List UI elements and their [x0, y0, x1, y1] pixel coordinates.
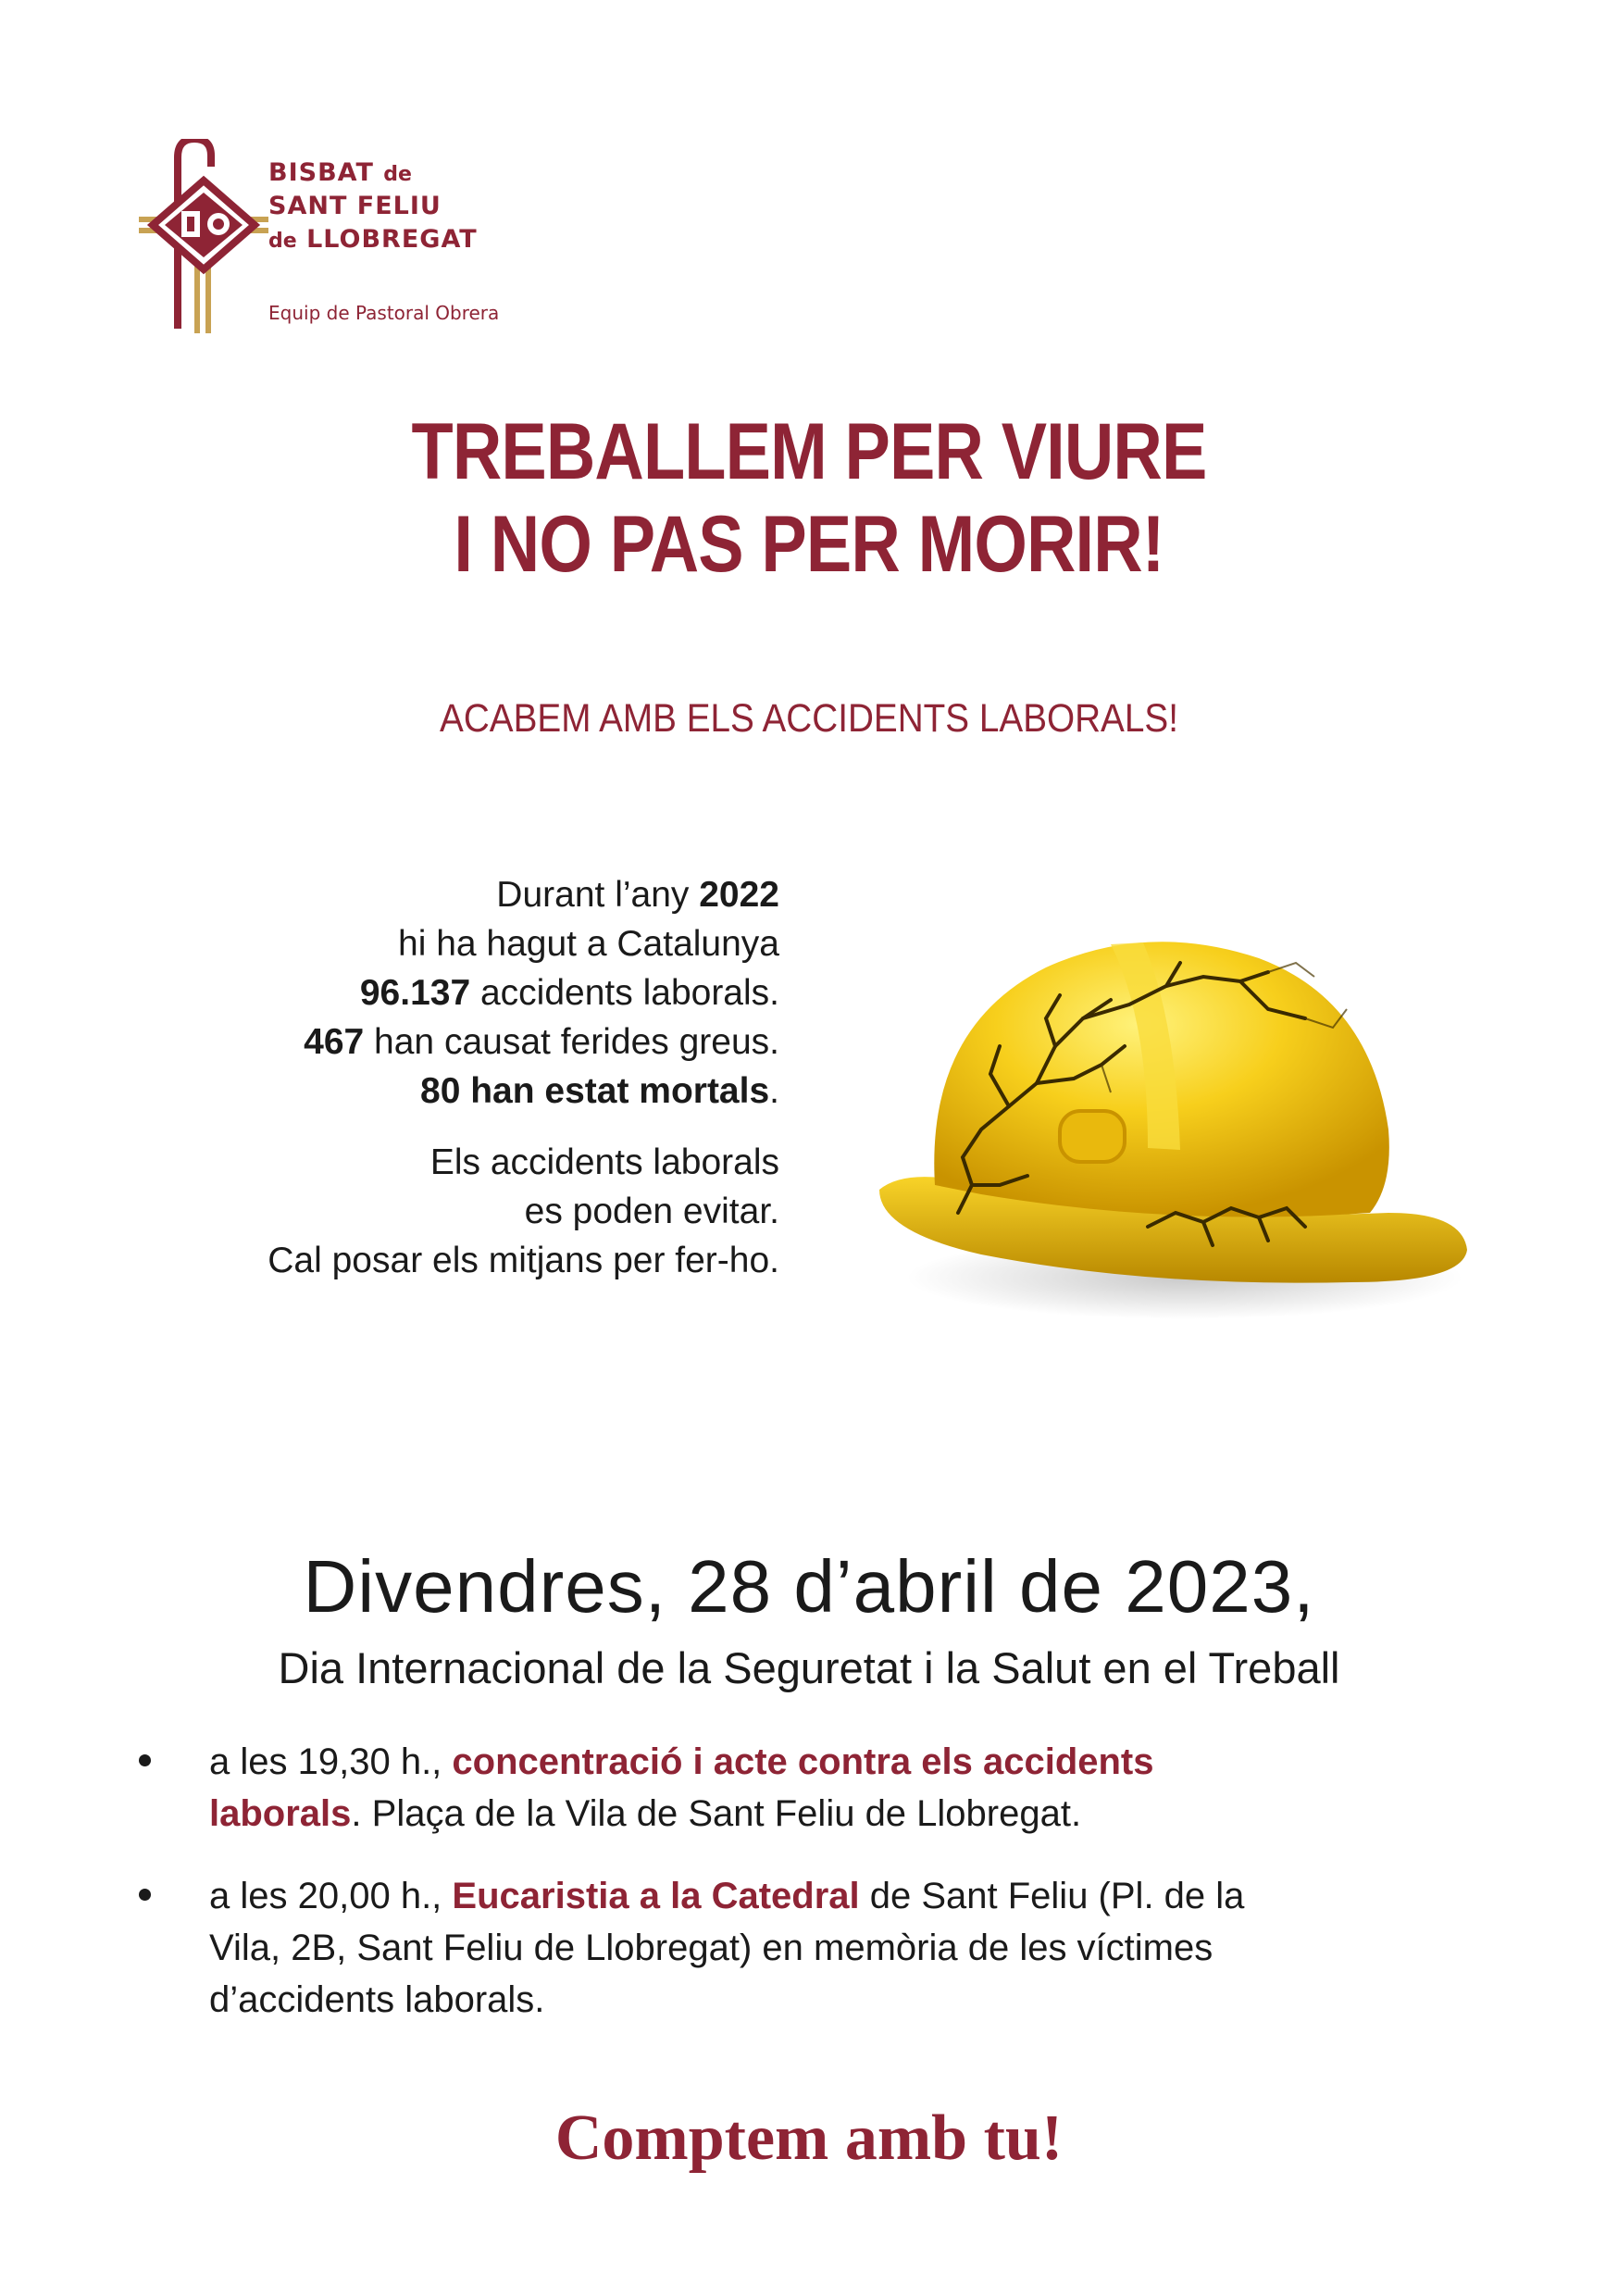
bullet-icon	[139, 1889, 151, 1901]
mass-location-line2: Vila, 2B, Sant Feliu de Llobregat) en memòria de les víctimes	[209, 1928, 1214, 1968]
logo-line1-suffix: de	[383, 163, 412, 186]
closing-call: Comptem amb tu!	[554, 2103, 1064, 2174]
stats-serious-injuries: 467	[304, 1022, 365, 1062]
stats-line5	[111, 1067, 779, 1116]
event-date: Divendres, 28 d’abril de 2023,	[303, 1545, 1315, 1628]
crozier-cross-emblem-icon	[139, 139, 268, 333]
rally-highlight-cont: laborals	[209, 1793, 352, 1834]
diocese-logo	[139, 139, 555, 333]
prevention-line2: es poden evitar.	[524, 1192, 779, 1231]
rally-location: . Plaça de la Vila de Sant Feliu de Llobregat.	[351, 1793, 1082, 1834]
rally-time: a les 19,30 h.,	[209, 1741, 453, 1782]
event-item-mass	[139, 1870, 1435, 2026]
accident-stats	[111, 870, 779, 1285]
headline	[0, 406, 1618, 591]
logo-line3-prefix: de	[268, 230, 297, 253]
stats-line2: hi ha hagut a Catalunya	[398, 924, 779, 964]
prevention-line1: Els accidents laborals	[429, 1142, 779, 1182]
stats-line4-text: han causat ferides greus.	[364, 1022, 779, 1062]
subheadline: ACABEM AMB ELS ACCIDENTS LABORALS!	[440, 696, 1178, 741]
bullet-icon	[139, 1754, 151, 1766]
prevention-line3: Cal posar els mitjans per fer-ho.	[268, 1241, 779, 1280]
mass-location-line1: de Sant Feliu (Pl. de la	[859, 1876, 1245, 1916]
stats-total-accidents: 96.137	[359, 973, 471, 1013]
cracked-hard-hat-icon	[870, 907, 1472, 1333]
mass-highlight: Eucaristia a la Catedral	[452, 1876, 860, 1916]
stats-line1	[111, 870, 779, 919]
event-item-rally	[139, 1736, 1435, 1840]
stats-year: 2022	[699, 875, 779, 915]
logo-line2: SANT FELIU	[268, 192, 442, 220]
stats-fatalities: 80 han estat mortals	[420, 1071, 770, 1111]
stats-line3-text: accidents laborals.	[470, 973, 779, 1013]
event-observance: Dia Internacional de la Seguretat i la Salut en el Treball	[278, 1643, 1340, 1692]
stats-line3	[111, 968, 779, 1017]
headline-line1: TREBALLEM PER VIURE	[411, 407, 1207, 496]
stats-line5-text: .	[769, 1071, 779, 1111]
stats-line4	[111, 1017, 779, 1067]
headline-line2: I NO PAS PER MORIR!	[454, 500, 1164, 589]
logo-line3: LLOBREGAT	[306, 225, 478, 254]
rally-highlight: concentració i acte contra els accidents	[452, 1741, 1154, 1782]
logo-line1: BISBAT	[268, 158, 374, 187]
mass-time: a les 20,00 h.,	[209, 1876, 453, 1916]
mass-location-line3: d’accidents laborals.	[209, 1979, 545, 2020]
logo-subtitle: Equip de Pastoral Obrera	[268, 302, 500, 324]
stats-line1-text: Durant l’any	[496, 875, 700, 915]
